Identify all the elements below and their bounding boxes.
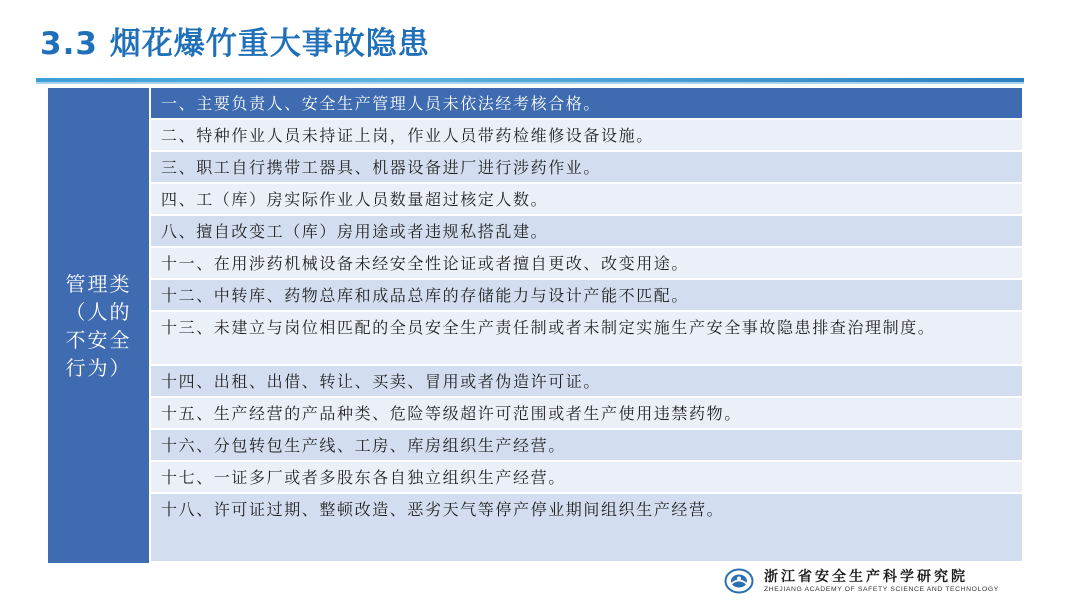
category-cell (48, 88, 149, 563)
hazard-item-13: 十三、未建立与岗位相匹配的全员安全生产责任制或者未制定实施生产安全事故隐患排查治理制度。 (151, 312, 1022, 366)
hazard-item-18: 十八、许可证过期、整顿改造、恶劣天气等停产停业期间组织生产经营。 (151, 494, 1022, 563)
page-title: 3.3 烟花爆竹重大事故隐患 (40, 26, 430, 62)
hazard-list (149, 88, 1022, 563)
hazard-table (48, 88, 1022, 563)
hazard-item-11: 十一、在用涉药机械设备未经安全性论证或者擅自更改、改变用途。 (151, 248, 1022, 280)
hazard-item-8: 八、擅自改变工（库）房用途或者违规私搭乱建。 (151, 216, 1022, 248)
organization-name-cn: 浙江省安全生产科学研究院 (764, 569, 968, 585)
hazard-item-15: 十五、生产经营的产品种类、危险等级超许可范围或者生产使用违禁药物。 (151, 398, 1022, 430)
hazard-item-16: 十六、分包转包生产线、工房、库房组织生产经营。 (151, 430, 1022, 462)
hazard-item-14: 十四、出租、出借、转让、买卖、冒用或者伪造许可证。 (151, 366, 1022, 398)
category-label: 管理类（人的 不安全 行为） (65, 271, 132, 380)
hazard-item-4: 四、工（库）房实际作业人员数量超过核定人数。 (151, 184, 1022, 216)
title-divider-accent (36, 82, 1024, 84)
hazard-item-12: 十二、中转库、药物总库和成品总库的存储能力与设计产能不匹配。 (151, 280, 1022, 312)
hazard-item-2: 二、特种作业人员未持证上岗，作业人员带药检维修设备设施。 (151, 120, 1022, 152)
hazard-item-1: 一、主要负责人、安全生产管理人员未依法经考核合格。 (151, 88, 1022, 120)
footer-branding (724, 566, 1024, 600)
hazard-item-3: 三、职工自行携带工器具、机器设备进厂进行涉药作业。 (151, 152, 1022, 184)
hazard-item-17: 十七、一证多厂或者多股东各自独立组织生产经营。 (151, 462, 1022, 494)
academy-logo-icon (724, 568, 754, 594)
organization-name-en: ZHEJIANG ACADEMY OF SAFETY SCIENCE AND TECHNOLOGY (764, 586, 999, 593)
